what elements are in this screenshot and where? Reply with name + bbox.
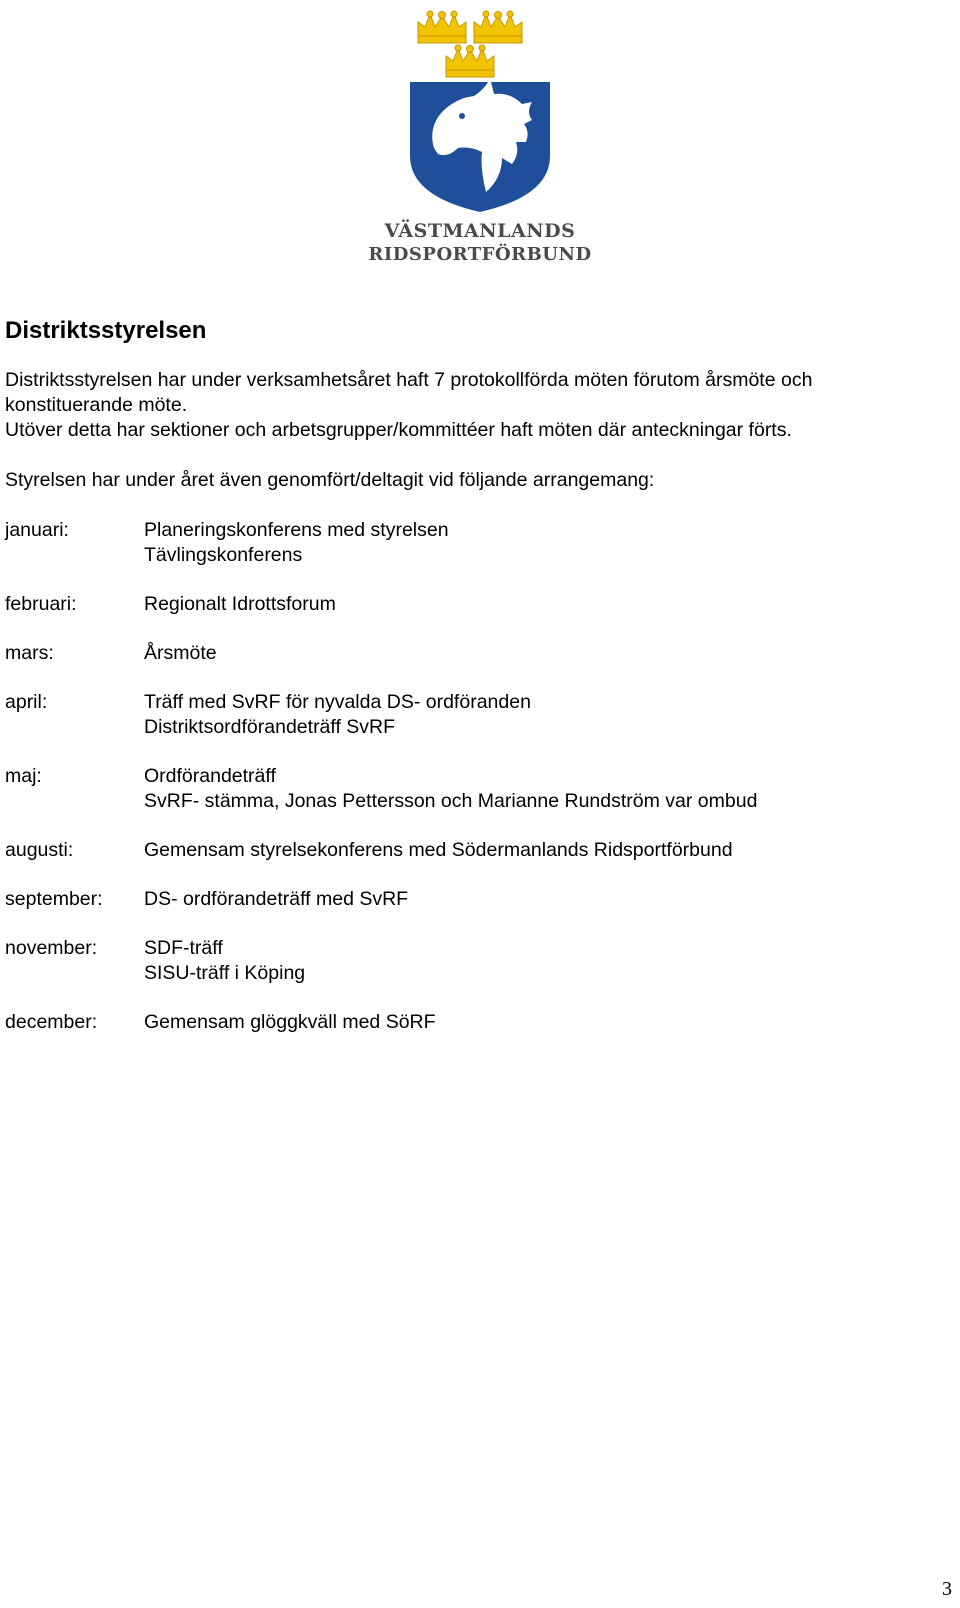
logo-line-2: RIDSPORTFÖRBUND — [368, 244, 592, 265]
logo-line-1: VÄSTMANLANDS — [384, 220, 576, 242]
month-label: augusti: — [5, 839, 74, 861]
event-item: Gemensam glöggkväll med SöRF — [144, 1011, 436, 1033]
event-item: Tävlingskonferens — [144, 544, 303, 566]
event-item: Distriktsordförandeträff SvRF — [144, 716, 396, 738]
month-label: september: — [5, 888, 103, 910]
month-label: mars: — [5, 642, 54, 664]
intro-paragraph — [5, 368, 945, 443]
event-item: Regionalt Idrottsforum — [144, 593, 336, 615]
section-heading: Distriktsstyrelsen — [5, 317, 207, 344]
schedule-row — [5, 641, 945, 666]
page-number: 3 — [942, 1578, 952, 1600]
intro-line: Utöver detta har sektioner och arbetsgrupper/kommittéer haft möten där anteckningar förts. — [5, 419, 792, 441]
month-label: november: — [5, 937, 98, 959]
month-label: maj: — [5, 765, 42, 787]
event-item: Ordförandeträff — [144, 765, 276, 787]
lead-sentence: Styrelsen har under året även genomfört/deltagit vid följande arrangemang: — [5, 469, 655, 491]
intro-line: Distriktsstyrelsen har under verksamhetsåret haft 7 protokollförda möten förutom årsmöte och — [5, 369, 813, 391]
event-item: Träff med SvRF för nyvalda DS- ordföranden — [144, 691, 531, 713]
event-item: DS- ordförandeträff med SvRF — [144, 888, 409, 910]
event-item: Årsmöte — [144, 642, 217, 664]
schedule-row — [5, 936, 945, 986]
event-item: SDF-träff — [144, 937, 223, 959]
schedule-row — [5, 690, 945, 740]
month-label: december: — [5, 1011, 98, 1033]
month-label: april: — [5, 691, 48, 713]
month-label: januari: — [5, 519, 69, 541]
district-logo — [362, 8, 598, 268]
event-item: Planeringskonferens med styrelsen — [144, 519, 449, 541]
schedule-row — [5, 518, 945, 568]
month-label: februari: — [5, 593, 77, 615]
event-schedule — [5, 518, 945, 1059]
schedule-row — [5, 592, 945, 617]
schedule-row — [5, 764, 945, 814]
event-item: SISU-träff i Köping — [144, 962, 306, 984]
schedule-row — [5, 838, 945, 863]
event-item: SvRF- stämma, Jonas Pettersson och Marianne Rundström var ombud — [144, 790, 758, 812]
event-item: Gemensam styrelsekonferens med Södermanlands Ridsportförbund — [144, 839, 733, 861]
crown-icon — [418, 11, 522, 77]
intro-line: konstituerande möte. — [5, 394, 188, 416]
crest-graphic — [362, 8, 598, 213]
schedule-row — [5, 1010, 945, 1035]
schedule-row — [5, 887, 945, 912]
